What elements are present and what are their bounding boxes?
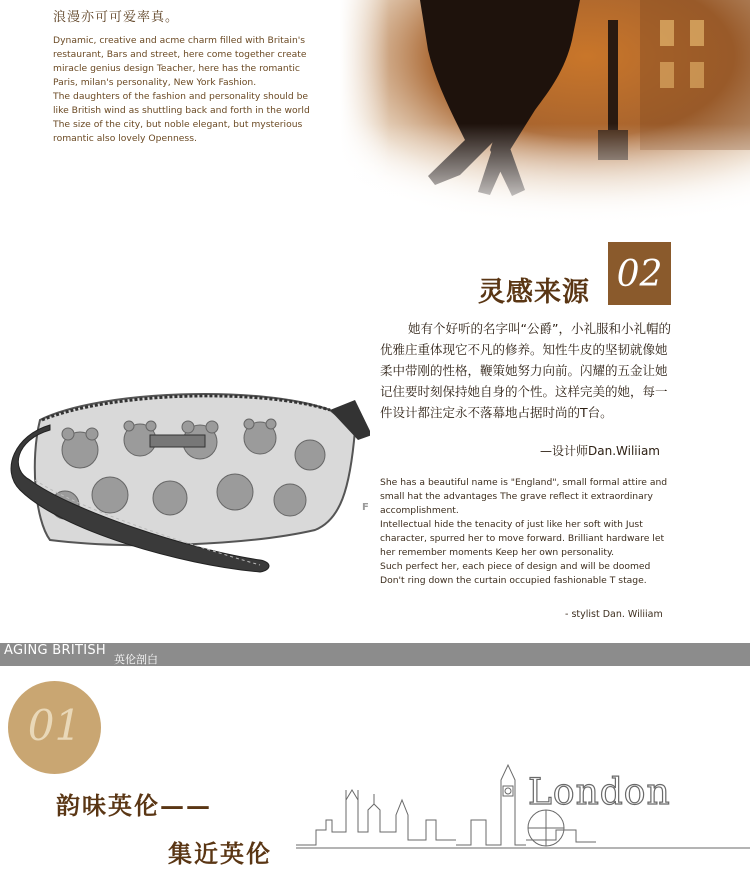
intro-cn-line: 浪漫亦可可爱率真。 — [53, 10, 180, 25]
designer-signature-cn: —设计师Dan.Wiliiam — [540, 444, 660, 458]
number-box-02 — [608, 242, 671, 305]
section-band — [0, 643, 750, 666]
inspiration-title: 灵感来源 — [478, 277, 590, 308]
section3-title-line2: 集近英伦 — [168, 839, 272, 868]
stylist-signature-en: - stylist Dan. Wiliiam — [565, 609, 663, 620]
stray-letter: F — [362, 502, 369, 513]
inspiration-en-para-1: She has a beautiful name is "England", small formal attire and small hat the advantages The grave reflect it extraordinary accomplishment. — [380, 477, 668, 516]
couple-painting-image — [340, 0, 750, 225]
london-skyline-sketch-image — [296, 760, 750, 851]
intro-en-para-2: The daughters of the fashion and personality should be like British wind as shuttling back and forth in the world The size of the city, but noble elegant, but mysterious romantic also lovely Openness. — [53, 91, 310, 144]
inspiration-en-text — [380, 476, 672, 588]
inspiration-en-para-2: Intellectual hide the tenacity of just like her soft with Just character, spurred her to move forward. Brilliant hardware let her remember moments Keep her own personality. — [380, 519, 665, 558]
number-02: 02 — [616, 254, 663, 295]
number-01: 01 — [27, 701, 82, 750]
inspiration-cn-text — [380, 318, 672, 423]
inspiration-en-para-3: Such perfect her, each piece of design and will be doomed Don't ring down the curtain occupied fashionable T stage. — [380, 561, 651, 586]
bear-print-wristlet-bag-image — [10, 380, 370, 590]
band-title-en: AGING BRITISH — [4, 643, 106, 658]
inspiration-cn-para: 她有个好听的名字叫“公爵”，小礼服和小礼帽的优雅庄重体现它不凡的修养。知性牛皮的坚韧就像她柔中带刚的性格，鞭策她努力向前。闪耀的五金让她记住要时刻保持她自身的个性。这样完美的她，每一件设计都注定永不落幕地占据时尚的T台。 — [380, 321, 671, 420]
intro-en-text — [53, 34, 315, 146]
intro-en-para-1: Dynamic, creative and acme charm filled with Britain's restaurant, Bars and street, here come together create miracle genius design Teacher, here has the romantic Paris, milan's personality, New York Fashion. — [53, 35, 307, 88]
london-word: London — [528, 772, 671, 813]
number-circle-01 — [8, 681, 101, 774]
section3-title-line1: 韵味英伦—— — [56, 791, 212, 820]
band-title-cn: 英伦剖白 — [114, 653, 158, 666]
